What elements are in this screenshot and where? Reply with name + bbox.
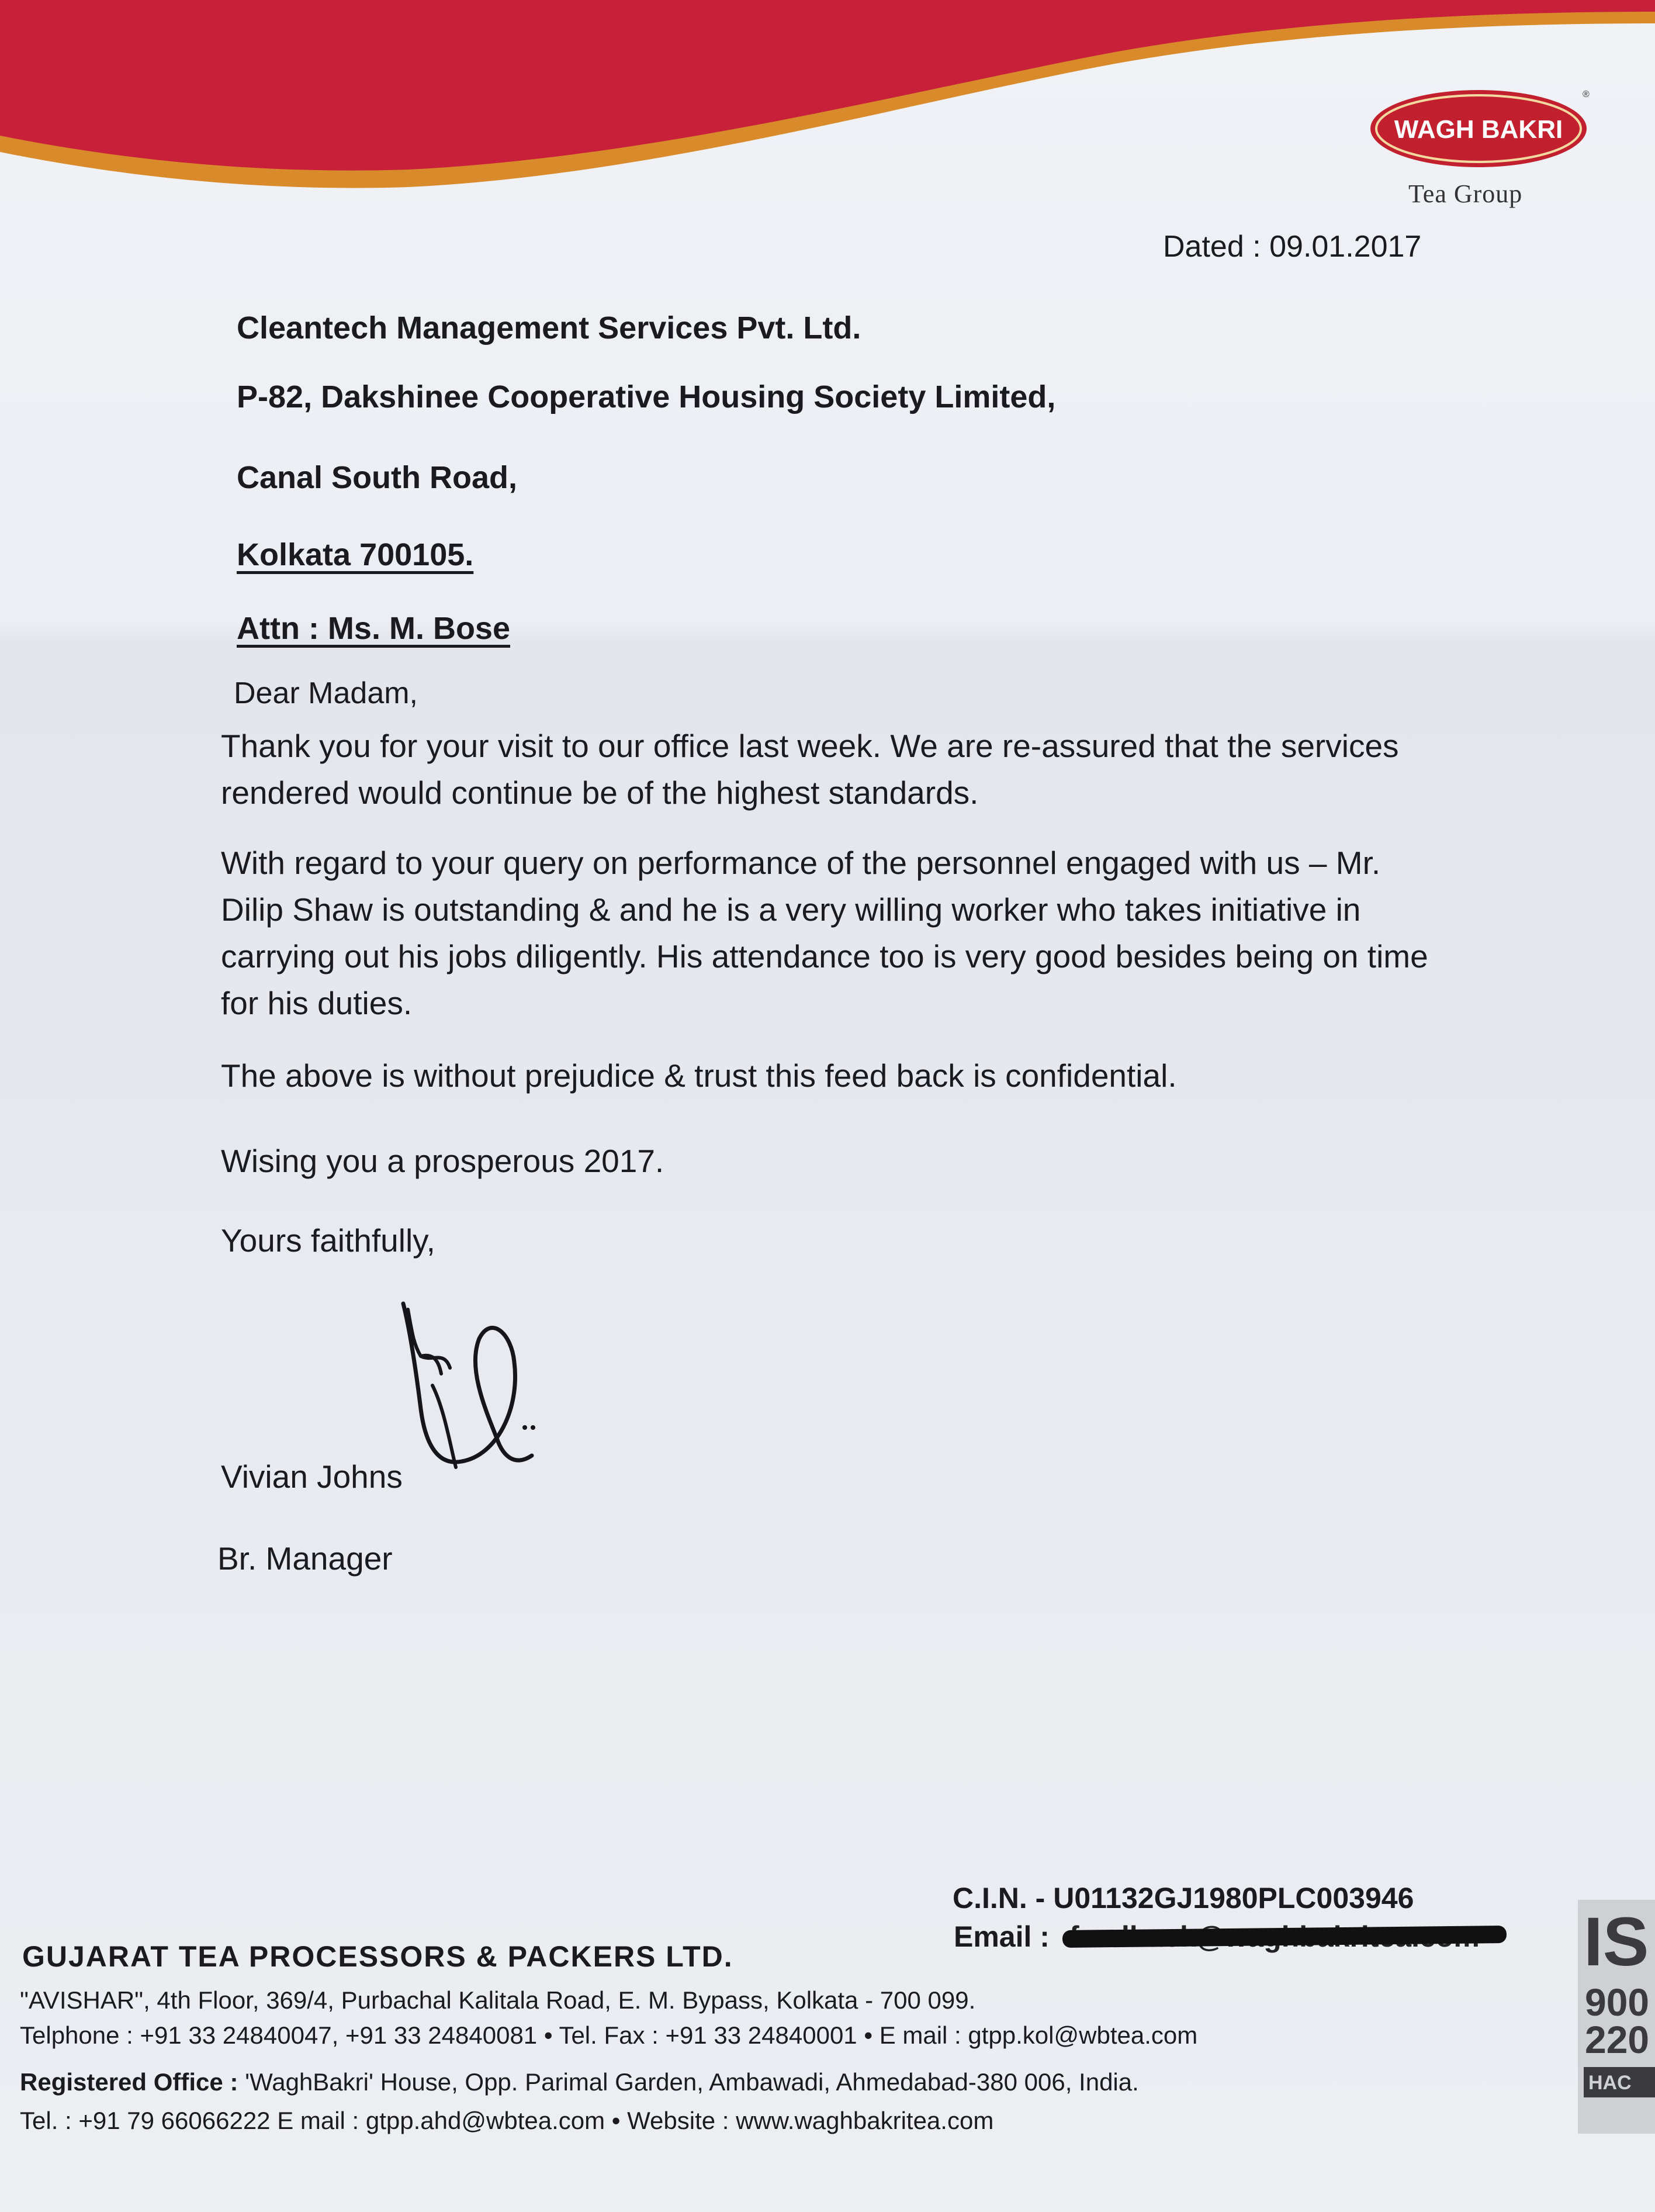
handwritten-signature — [397, 1292, 549, 1479]
footer-contact: Tel. : +91 79 66066222 E mail : gtpp.ahd@wbtea.com • Website : www.waghbakritea.com — [20, 2107, 994, 2134]
iso-text-1: IS — [1584, 1903, 1649, 1981]
signatory-title: Br. Manager — [217, 1540, 393, 1577]
paragraph-2: With regard to your query on performance of the personnel engaged with us – Mr. Dilip Shaw is outstanding & and he is a very willing worker who takes initiative in carrying out his jobs diligently. His attendance too is very good besides being on time for his duties. — [221, 845, 1428, 1021]
footer-phones: Telphone : +91 33 24840047, +91 33 24840081 • Tel. Fax : +91 33 24840001 • E mail : gtpp.kol@wbtea.com — [20, 2021, 1198, 2049]
recipient-company: Cleantech Management Services Pvt. Ltd. — [237, 310, 861, 345]
recipient-address-line2: Canal South Road, — [237, 460, 518, 495]
iso-certification-badge — [1572, 1900, 1655, 2134]
paragraph-3: The above is without prejudice & trust this feed back is confidential. — [221, 1057, 1177, 1094]
iso-text-2: 900 — [1585, 1981, 1650, 2024]
recipient-attention: Attn : Ms. M. Bose — [237, 611, 510, 646]
recipient-address-line1: P-82, Dakshinee Cooperative Housing Society Limited, — [237, 379, 1056, 414]
logo-tagline: Tea Group — [1408, 179, 1523, 208]
paragraph-1: Thank you for your visit to our office last week. We are re-assured that the services rendered would continue be of the highest standards. — [221, 728, 1399, 811]
iso-text-3: 220 — [1585, 2018, 1650, 2061]
iso-text-4: HAC — [1588, 2072, 1632, 2094]
paragraph-4: Wising you a prosperous 2017. — [221, 1143, 664, 1179]
footer-company-name: GUJARAT TEA PROCESSORS & PACKERS LTD. — [22, 1940, 733, 1973]
footer-address: "AVISHAR", 4th Floor, 369/4, Purbachal Kalitala Road, E. M. Bypass, Kolkata - 700 099. — [20, 1986, 976, 2014]
salutation: Dear Madam, — [234, 676, 418, 710]
letter-date: Dated : 09.01.2017 — [1163, 230, 1422, 264]
registered-address: 'WaghBakri' House, Opp. Parimal Garden, Ambawadi, Ahmedabad-380 006, India. — [238, 2068, 1139, 2096]
cin-number: C.I.N. - U01132GJ1980PLC003946 — [953, 1882, 1414, 1914]
email-label: Email : — [954, 1920, 1050, 1953]
closing: Yours faithfully, — [221, 1222, 435, 1259]
recipient-city: Kolkata 700105. — [237, 537, 474, 572]
logo-brand-text: WAGH BAKRI — [1394, 115, 1563, 144]
svg-text:®: ® — [1583, 89, 1590, 99]
signatory-name: Vivian Johns — [221, 1458, 403, 1495]
footer-registered-office — [20, 2068, 1139, 2096]
registered-label: Registered Office : — [20, 2068, 238, 2096]
